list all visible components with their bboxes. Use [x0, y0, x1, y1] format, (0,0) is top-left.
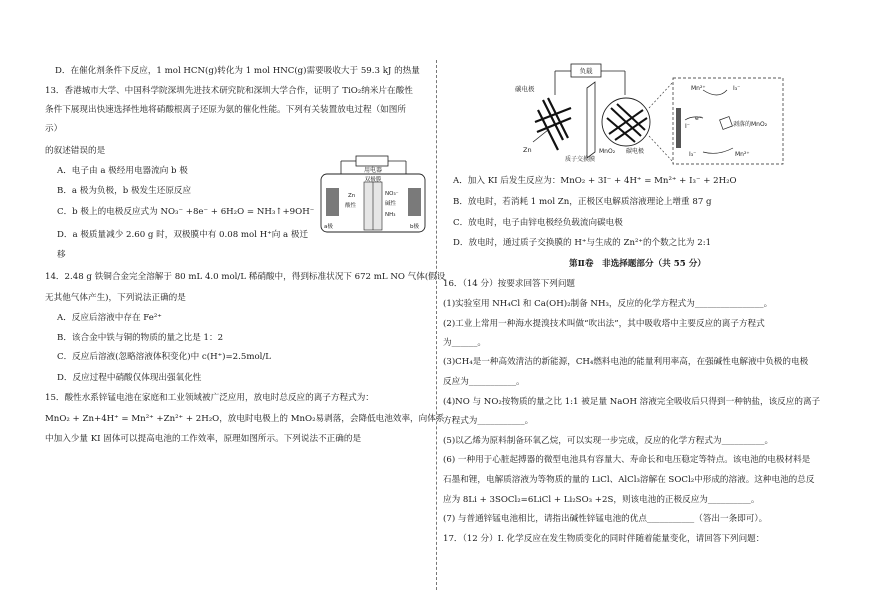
q13-option-b: B．a 极为负极，b 极发生还原反应: [57, 186, 192, 196]
q13-option-d-line2: 移: [57, 250, 66, 260]
fig13-a-pole-label: a极: [324, 224, 333, 230]
fig15-electron-label: e⁻: [695, 115, 702, 122]
fig15-iminus-label: I⁻: [685, 123, 690, 130]
fig15-membrane-label: 质子交换膜: [565, 156, 596, 163]
fig15-mn2-label: Mn²⁺: [735, 151, 750, 158]
q15-stem-line3: 中加入少量 KI 固体可以提高电池的工作效率，原理如图所示。下列说法不正确的是: [45, 434, 362, 444]
fig15-peeled-mno2-label: 剥落的MnO₂: [733, 121, 768, 128]
q16-stem: 16．（14 分）按要求回答下列问题: [443, 279, 576, 289]
q13-stem-line1: 13．香港城市大学、中国科学院深圳先进技术研究院和深圳大学合作，证明了 TiO₂纳米片在酸性: [45, 86, 413, 96]
q13-option-a: A．电子由 a 极经用电器流向 b 极: [57, 166, 188, 176]
fig13-device-label: 用电器: [363, 167, 383, 174]
q15-option-d: D．放电时，通过质子交换膜的 H⁺与生成的 Zn²⁺的个数之比为 2:1: [453, 238, 712, 248]
q13-battery-figure: [318, 155, 428, 235]
q16-part1: (1)实验室用 NH₄Cl 和 Ca(OH)₂制备 NH₃，反应的化学方程式为________________。: [443, 299, 773, 309]
q15-option-b: B．放电时，若消耗 1 mol Zn，正极区电解质溶液理论上增重 87 g: [453, 197, 712, 207]
fig15-carbon-electrode-label: 碳电极: [515, 85, 535, 93]
column-divider: [436, 60, 437, 590]
fig15-i3b-label: I₃⁻: [689, 151, 697, 158]
q16-part4-line1: (4)NO 与 NO₂按物质的量之比 1:1 被足量 NaOH 溶液完全吸收后只得到一种钠盐，该反应的离子: [443, 397, 821, 407]
fig13-ammonia-label: NH₃: [385, 212, 396, 218]
fig13-membrane-label: 双极膜: [364, 177, 382, 183]
q13-option-d-line1: D．a 极质量减少 2.60 g 时，双极膜中有 0.08 mol H⁺向 a 极迁: [57, 230, 309, 240]
q13-stem-line3: 示）: [45, 124, 63, 134]
fig15-zn-label: Zn: [523, 146, 532, 154]
q13-option-c: C．b 极上的电极反应式为 NO₃⁻ +8e⁻ + 6H₂O = NH₃↑+9OH⁻: [57, 207, 315, 217]
q13-stem-line4: 的叙述错误的是: [45, 146, 106, 156]
q15-option-c: C．放电时，电子由锌电极经负载流向碳电极: [453, 218, 623, 228]
q16-part2-line1: (2)工业上常用一种海水提溴技术叫做“吹出法”，其中吸收塔中主要反应的离子方程式: [443, 319, 765, 329]
q15-battery-diagram: [513, 60, 793, 168]
q16-part3-line1: (3)CH₄是一种高效清洁的新能源，CH₄燃料电池的能量利用率高，在强碱性电解液中负极的电极: [443, 357, 809, 367]
q16-part2-line2: 为______。: [443, 338, 486, 348]
q14-option-c: C．反应后溶液(忽略溶液体积变化)中 c(H⁺)=2.5mol/L: [57, 352, 272, 362]
q15-battery-figure: [513, 60, 793, 168]
q15-option-a: A．加入 KI 后发生反应为：MnO₂ + 3I⁻ + 4H⁺ = Mn²⁺ + I₃⁻ + 2H₂O: [453, 176, 737, 186]
fig13-alkaline-label: 碱性: [385, 201, 397, 207]
q15-stem-line2: MnO₂ + Zn+4H⁺ = Mn²⁺ +Zn²⁺ + 2H₂O，放电时电极上的 MnO₂易剥落，会降低电池效率，向体系: [45, 414, 445, 424]
fig15-mn-label: Mn²⁺: [691, 85, 706, 92]
q12-option-d: D．在催化剂条件下反应，1 mol HCN(g)转化为 1 mol HNC(g)需要吸收大于 59.3 kJ 的热量: [55, 66, 420, 76]
fig15-load-label: 负载: [579, 67, 593, 75]
q15-stem-line1: 15．酸性水系锌锰电池在家庭和工业领域被广泛应用，放电时总反应的离子方程式为：: [45, 393, 374, 403]
q14-option-d: D．反应过程中硝酸仅体现出强氧化性: [57, 373, 202, 383]
q16-part4-line2: 方程式为___________。: [443, 416, 534, 426]
fig15-i3-label: I₃⁻: [733, 85, 741, 92]
q16-part6-line1: (6) 一种用于心脏起搏器的微型电池具有容量大、寿命长和电压稳定等特点。该电池的电极材料是: [443, 455, 811, 465]
q16-part3-line2: 反应为___________。: [443, 377, 525, 387]
q14-stem-line2: 无其他气体产生)，下列说法正确的是: [45, 293, 186, 303]
fig13-nitrate-label: NO₃⁻: [385, 191, 399, 197]
q17-stem: 17．（12 分）Ⅰ. 化学反应在发生物质变化的同时伴随着能量变化，请回答下列问题：: [443, 534, 765, 544]
q16-part6-line2: 石墨和锂，电解质溶液为等物质的量的 LiCl、AlCl₃溶解在 SOCl₂中形成的溶液。这种电池的总反: [443, 475, 815, 485]
fig13-zn-label: Zn: [348, 193, 356, 199]
q16-part6-line3: 应为 8Li + 3SOCl₂=6LiCl + Li₂SO₃ +2S，则该电池的正极反应为__________。: [443, 495, 760, 505]
q14-stem-line1: 14．2.48 g 铁铜合金完全溶解于 80 mL 4.0 mol/L 稀硝酸中，得到标准状况下 672 mL NO 气体(假设: [45, 272, 446, 282]
fig15-carbon-electrode2-label: 碳电极: [626, 148, 645, 155]
q16-part7: (7) 与普通锌锰电池相比，请指出碱性锌锰电池的优点___________（答出一条即可）。: [443, 514, 768, 524]
q13-battery-diagram: [318, 155, 428, 235]
fig13-acidic-label: 酸性: [345, 203, 357, 209]
q16-part5: (5)以乙烯为原料制备环氧乙烷，可以实现一步完成，反应的化学方程式为__________。: [443, 436, 774, 446]
section-2-heading: 第Ⅱ卷 非选择题部分（共 55 分）: [569, 259, 706, 269]
q13-stem-line2: 条件下展现出快速选择性地将硝酸根离子还原为氨的催化性能。下列有关装置放电过程（如图所: [45, 105, 406, 115]
q14-option-b: B．该合金中铁与铜的物质的量之比是 1：2: [57, 333, 224, 343]
fig15-mno2-label: MnO₂: [599, 148, 616, 155]
q14-option-a: A．反应后溶液中存在 Fe²⁺: [57, 313, 162, 323]
fig13-b-pole-label: b极: [410, 224, 419, 230]
